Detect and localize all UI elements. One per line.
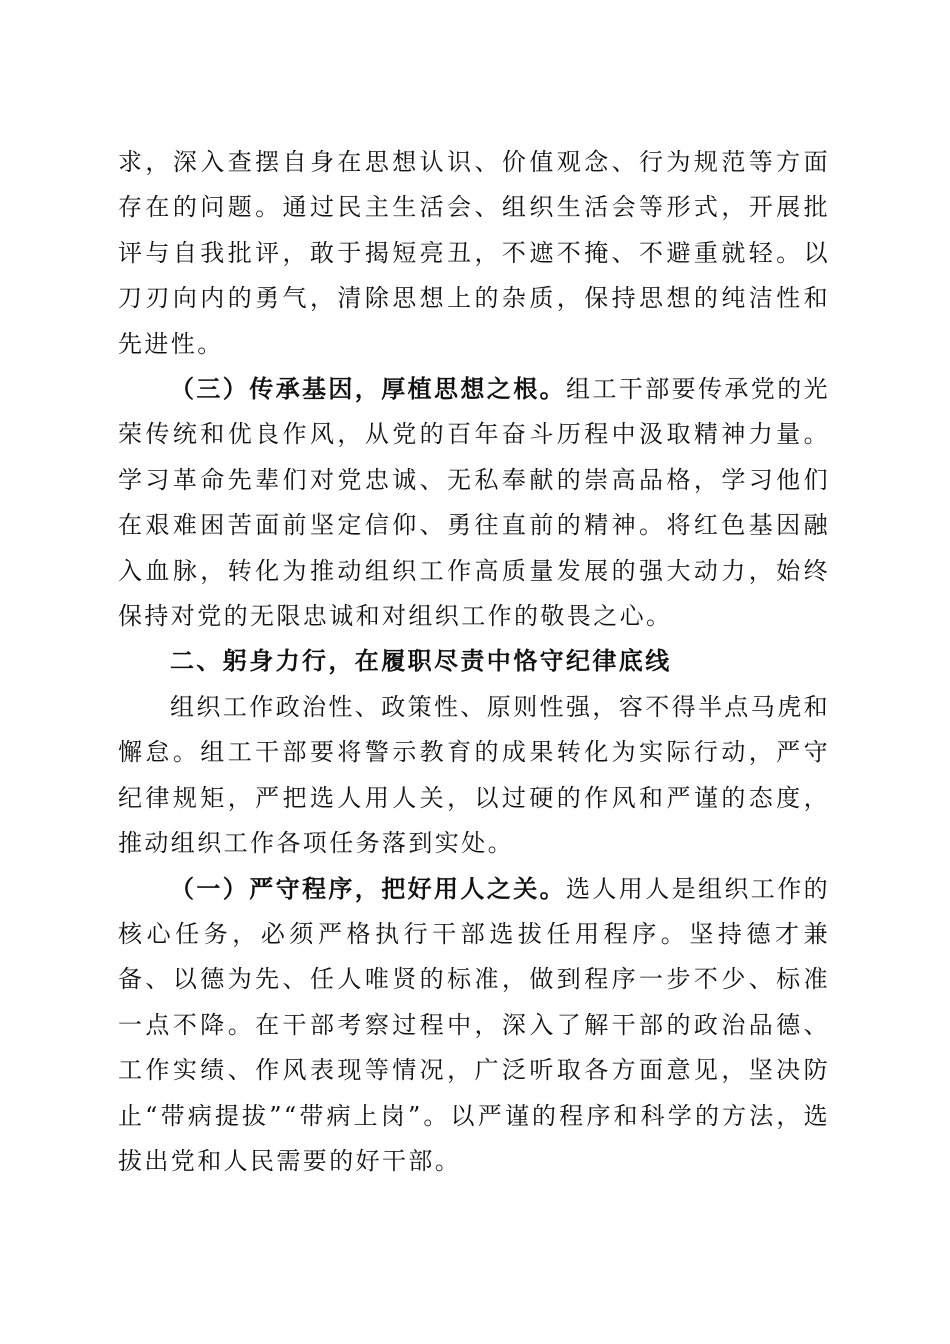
paragraph-subsection-1 (118, 867, 830, 1185)
section-heading-text: 二、躬身力行，在履职尽责中恪守纪律底线 (170, 647, 672, 676)
document-body (118, 140, 830, 1184)
paragraph-text: 选人用人是组织工作的核心任务，必须严格执行干部选拔任用程序。坚持德才兼备、以德为先、任人唯贤的标准，做到程序一步不少、标准一点不降。在干部考察过程中，深入了解干部的政治品德、工作实绩、作风表现等情况，广泛听取各方面意见，坚决防止“带病提拔”“带病上岗”。以严谨的程序和科学的方法，选拔出党和人民需要的好干部。 (118, 874, 830, 1175)
subsection-title: （一）严守程序，把好用人之关。 (170, 874, 566, 903)
subsection-title: （三）传承基因，厚植思想之根。 (170, 375, 566, 404)
paragraph-text: 求，深入查摆自身在思想认识、价值观念、行为规范等方面存在的问题。通过民主生活会、组织生活会等形式，开展批评与自我批评，敢于揭短亮丑，不遮不掩、不避重就轻。以刀刃向内的勇气，清除思想上的杂质，保持思想的纯洁性和先进性。 (118, 148, 830, 358)
section-heading (118, 639, 830, 684)
paragraph-text: 组工干部要传承党的光荣传统和优良作风，从党的百年奋斗历程中汲取精神力量。学习革命先辈们对党忠诚、无私奉献的崇高品格，学习他们在艰难困苦面前坚定信仰、勇往直前的精神。将红色基因融入血脉，转化为推动组织工作高质量发展的强大动力，始终保持对党的无限忠诚和对组织工作的敬畏之心。 (118, 375, 830, 631)
paragraph-text: 组织工作政治性、政策性、原则性强，容不得半点马虎和懈怠。组工干部要将警示教育的成果转化为实际行动，严守纪律规矩，严把选人用人关，以过硬的作风和严谨的态度，推动组织工作各项任务落到实处。 (118, 692, 830, 858)
paragraph-body (118, 685, 830, 867)
paragraph-continuation (118, 140, 830, 367)
paragraph-subsection-3 (118, 367, 830, 639)
